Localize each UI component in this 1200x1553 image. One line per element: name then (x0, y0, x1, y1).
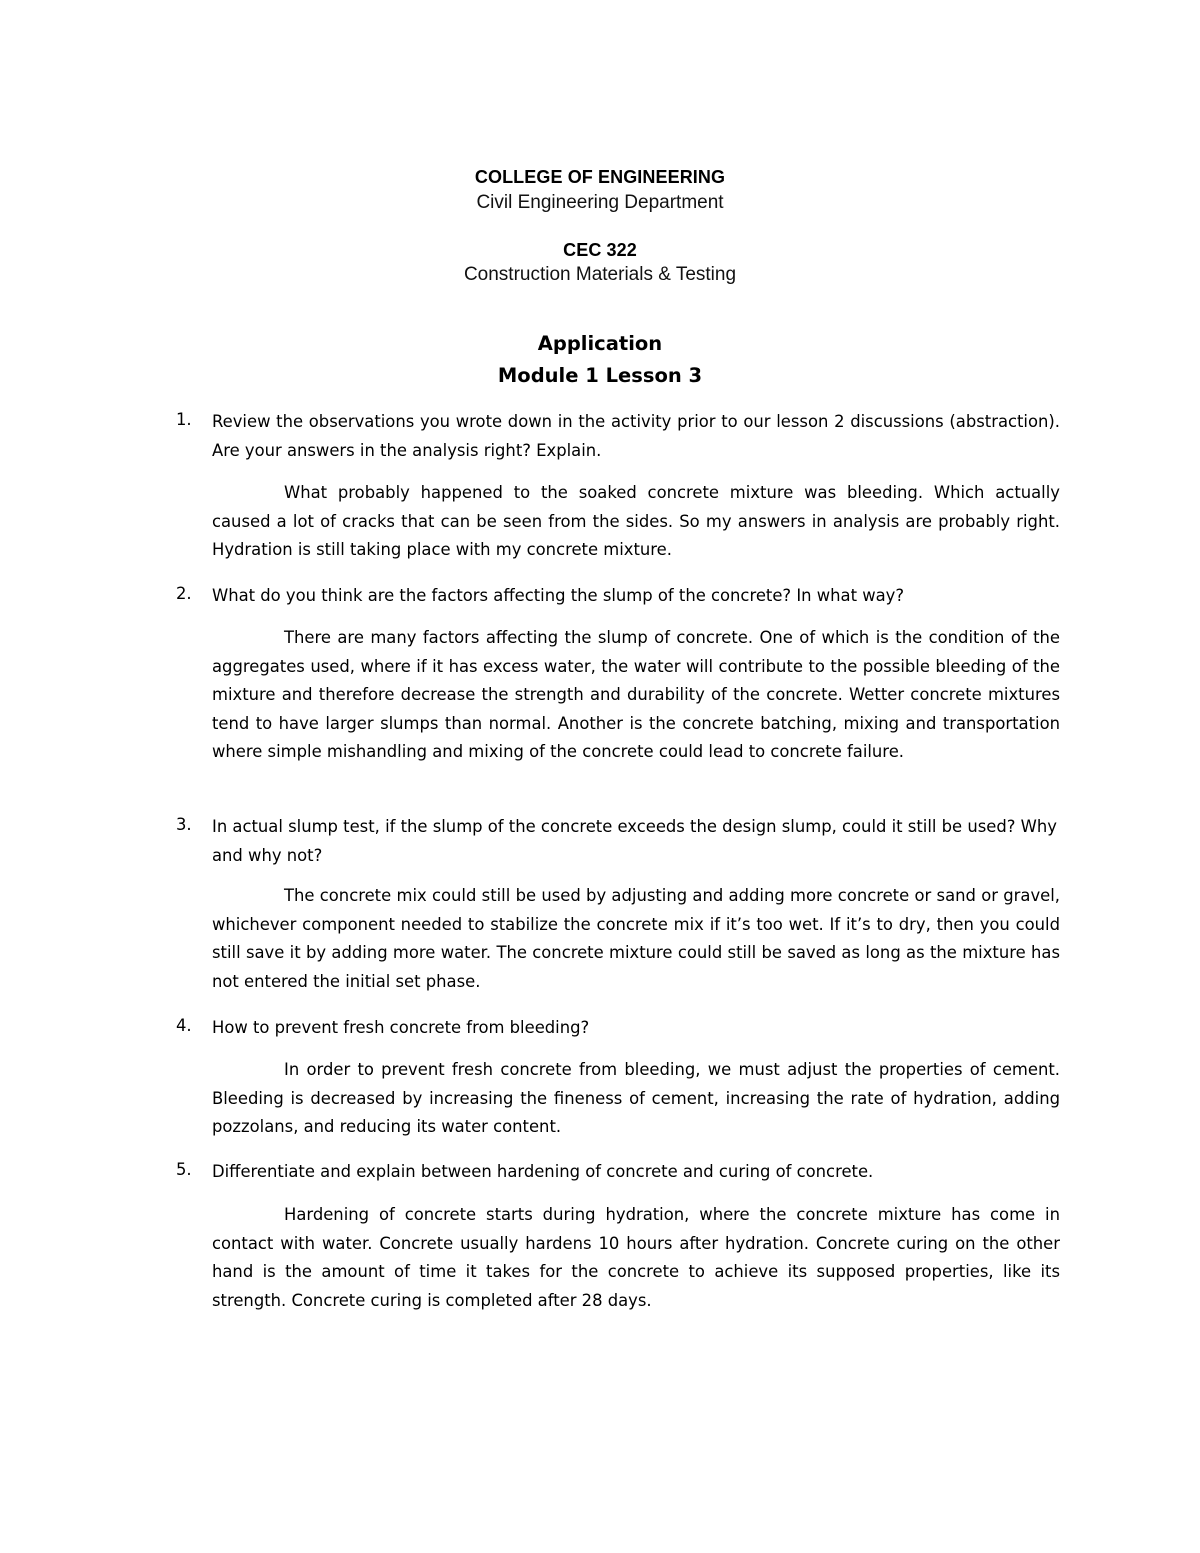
page-subtitle: Module 1 Lesson 3 (497, 364, 703, 387)
answer-text: In order to prevent fresh concrete from bleeding, we must adjust the properties of cement. Bleeding is decreased by increasing the fineness of cement, increasing the rate of hydration, adding pozzolans, and reducing its water content. (212, 1060, 1060, 1136)
question-text: How to prevent fresh concrete from bleeding? (212, 1018, 590, 1037)
course-code: CEC 322 (563, 240, 637, 260)
department-name: Civil Engineering Department (476, 192, 724, 213)
page-title: Application (537, 332, 663, 355)
question-text: Differentiate and explain between hardening of concrete and curing of concrete. (212, 1162, 874, 1181)
answer-text: Hardening of concrete starts during hydration, where the concrete mixture has come in contact with water. Concrete usually hardens 10 hours after hydration. Concrete curing on the other hand is the amount of time it takes for the concrete to achieve its supposed properties, like its strength. Concrete curing is completed after 28 days. (212, 1205, 1060, 1310)
question-number: 4. (176, 1016, 192, 1035)
question-text: What do you think are the factors affecting the slump of the concrete? In what way? (212, 586, 905, 605)
question-number: 1. (176, 410, 192, 429)
course-title: Construction Materials & Testing (463, 264, 737, 285)
question-number: 3. (176, 815, 192, 834)
question-text: Review the observations you wrote down in the activity prior to our lesson 2 discussions (abstraction). Are your answers in the analysis right? Explain. (212, 412, 1060, 460)
question-number: 5. (176, 1160, 192, 1179)
college-name: COLLEGE OF ENGINEERING (474, 167, 726, 187)
answer-text: The concrete mix could still be used by adjusting and adding more concrete or sand or gravel, whichever component needed to stabilize the concrete mix if it’s too wet. If it’s to dry, then you could still save it by adding more water. The concrete mixture could still be saved as long as the mixture has not entered the initial set phase. (212, 886, 1060, 991)
answer-text: What probably happened to the soaked concrete mixture was bleeding. Which actually caused a lot of cracks that can be seen from the sides. So my answers in analysis are probably right. Hydration is still taking place with my concrete mixture. (212, 483, 1060, 559)
question-text: In actual slump test, if the slump of the concrete exceeds the design slump, could it still be used? Why and why not? (212, 817, 1057, 865)
answer-text: There are many factors affecting the slump of concrete. One of which is the condition of the aggregates used, where if it has excess water, the water will contribute to the possible bleeding of the mixture and therefore decrease the strength and durability of the concrete. Wetter concrete mixtures tend to have larger slumps than normal. Another is the concrete batching, mixing and transportation where simple mishandling and mixing of the concrete could lead to concrete failure. (212, 628, 1060, 761)
question-number: 2. (176, 584, 192, 603)
